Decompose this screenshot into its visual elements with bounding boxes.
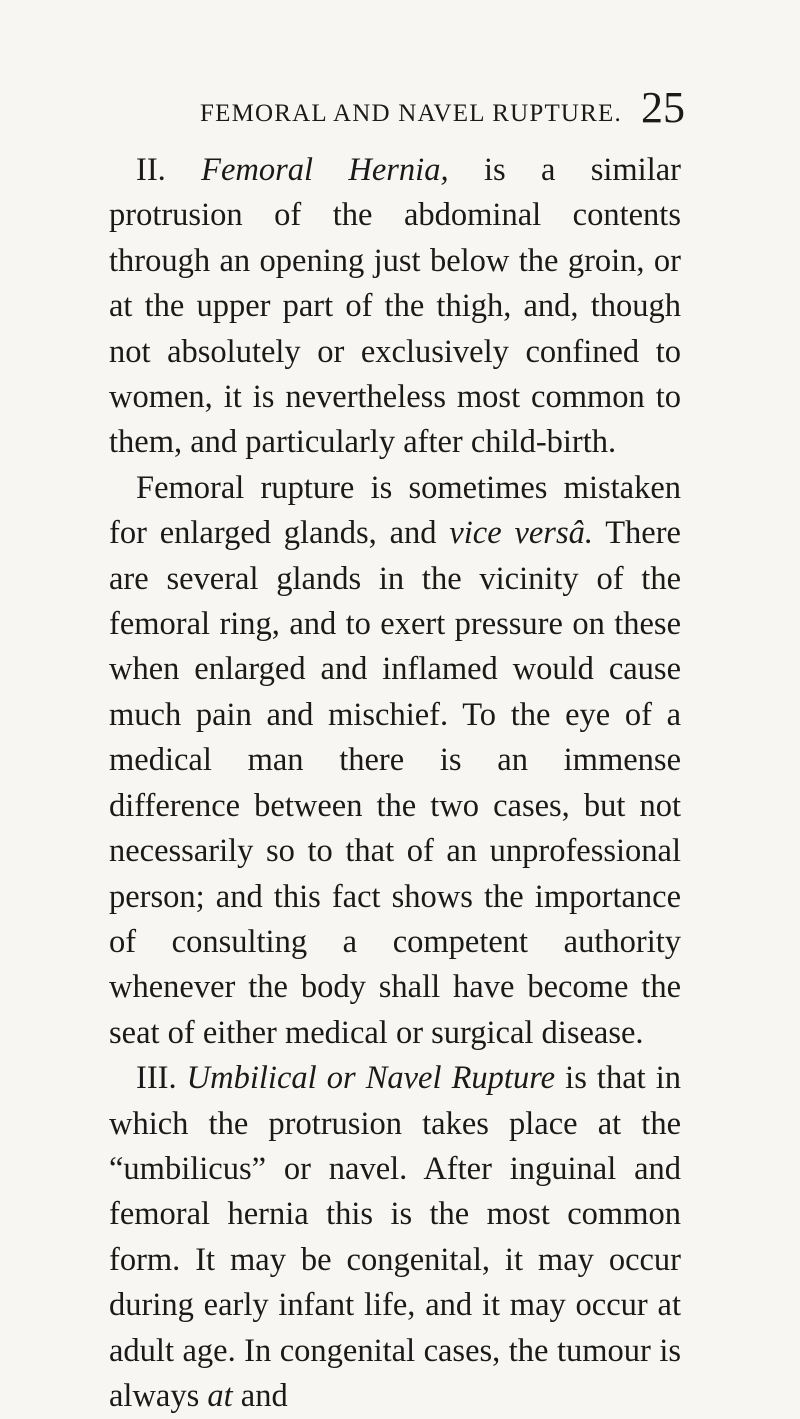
section-term: Umbilical or Navel Rupture: [186, 1060, 556, 1097]
paragraph-femoral-hernia: [109, 148, 681, 466]
paragraph-text: is that in which the protrusion takes place at the “umbilicus” or navel. After inguinal and femoral hernia this is the most common form. It may be congenital, it may occur during early infant life, and it may occur at adult age. In congenital cases, the tumour is always: [109, 1060, 682, 1414]
italic-phrase: vice versâ.: [449, 515, 593, 552]
paragraph-text: is a similar protrusion of the abdominal contents through an opening just below the groin, or at the upper part of the thigh, and, though not absolutely or exclusively confined to women, it is nevertheless most common to them, and particularly after child-birth.: [109, 152, 681, 461]
paragraph-femoral-rupture: [109, 466, 681, 1056]
section-numeral: II.: [136, 152, 202, 188]
running-head: [200, 83, 685, 146]
italic-word: at: [207, 1377, 233, 1414]
section-term: Femoral Hernia,: [201, 152, 449, 188]
section-numeral: III.: [136, 1060, 187, 1097]
running-title: FEMORAL AND NAVEL RUPTURE.: [200, 100, 622, 127]
paragraph-umbilical-rupture: [109, 1056, 681, 1419]
body-text: [109, 148, 681, 1419]
paragraph-text: and: [232, 1377, 288, 1414]
page-number: 25: [641, 83, 685, 132]
paragraph-text: There are several glands in the vicinity of the femoral ring, and to exert pressure on these when enlarged and inflamed would cause much pain and mischief. To the eye of a medical man there is an immense difference between the two cases, but not necessarily so to that of an unprofessional person; and this fact shows the importance of consulting a competent authority whenever the body shall have become the seat of either medical or surgical disease.: [109, 515, 681, 1051]
paragraph-text: Femoral rupture is sometimes mistaken for enlarged glands, and: [109, 469, 681, 552]
